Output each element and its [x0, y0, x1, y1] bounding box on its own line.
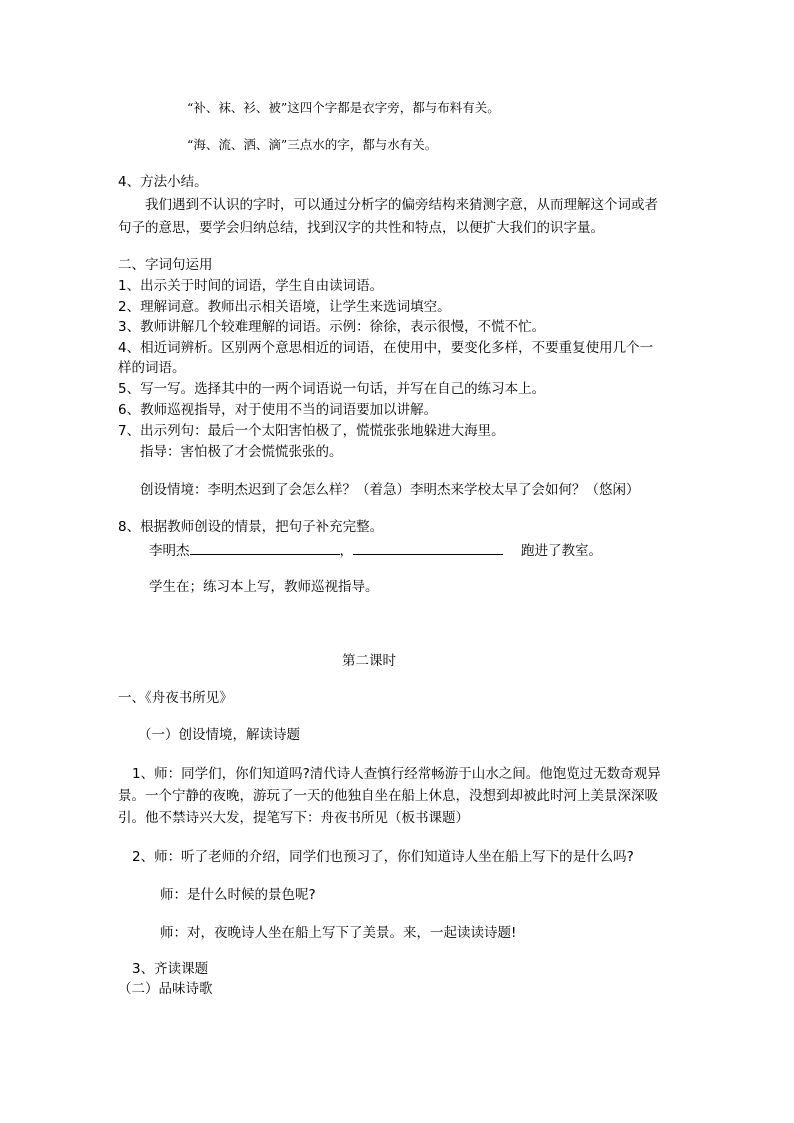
section-heading: 一、《舟夜书所见》 [118, 690, 233, 706]
list-item: 3、教师讲解几个较难理解的词语。示例：徐徐，表示很慢，不慌不忙。 [118, 319, 546, 335]
list-item: 4、相近词辨析。区别两个意思相近的词语，在使用中，要变化多样，不要重复使用几个一 [118, 340, 654, 356]
list-item: 6、教师巡视指导，对于使用不当的词语要加以讲解。 [118, 402, 438, 418]
text-line: 样的词语。 [118, 360, 186, 376]
lesson-title: 第二课时 [342, 653, 396, 669]
subsection-heading: （二）品味诗歌 [118, 981, 213, 997]
sentence-ending: 跑进了教室。 [521, 543, 602, 559]
text-line: 句子的意思，要学会归纳总结，找到汉字的共性和特点，以便扩大我们的识字量。 [118, 220, 604, 236]
text-line: 1、师：同学们，你们知道吗?清代诗人查慎行经常畅游于山水之间。他饱览过无数奇观异 [132, 766, 661, 782]
list-item: 2、理解词意。教师出示相关语境，让学生来选词填空。 [118, 299, 451, 315]
answer-blank-1[interactable] [190, 540, 340, 555]
text-line: 引。他不禁诗兴大发，提笔写下：舟夜书所见（板书课题） [118, 810, 469, 826]
answer-blank-2[interactable] [353, 540, 503, 555]
list-item: 5、写一写。选择其中的一两个词语说一句话，并写在自己的练习本上。 [118, 381, 546, 397]
sentence-subject: 李明杰 [149, 543, 190, 559]
list-item: 8、根据教师创设的情景，把句子补充完整。 [118, 519, 384, 535]
list-item: 3、齐读课题 [132, 961, 209, 977]
text-line: 指导：害怕极了才会慌慌张张的。 [140, 444, 343, 460]
list-item: 7、出示列句：最后一个太阳害怕极了，慌慌张张地躲进大海里。 [118, 423, 505, 439]
text-line: “海、流、洒、滴”三点水的字，都与水有关。 [187, 137, 438, 152]
text-line: 我们遇到不认识的字时，可以通过分析字的偏旁结构来猜测字意，从而理解这个词或者 [145, 197, 658, 213]
list-item: 1、出示关于时间的词语，学生自由读词语。 [118, 278, 384, 294]
text-line: 师：对，夜晚诗人坐在船上写下了美景。来，一起读读诗题! [160, 925, 517, 941]
text-line: 创设情境：李明杰迟到了会怎么样？（着急）李明杰来学校太早了会如何？（悠闲） [140, 482, 640, 498]
section-heading: 二、字词句运用 [118, 257, 213, 273]
fill-in-sentence [149, 540, 602, 560]
text-line: 师：是什么时候的景色呢? [160, 887, 316, 903]
text-line: 学生在；练习本上写，教师巡视指导。 [149, 579, 379, 595]
sentence-comma: ， [339, 543, 353, 559]
subsection-heading: （一）创设情境，解读诗题 [138, 727, 300, 743]
section-heading: 4、方法小结。 [118, 174, 208, 190]
text-line: 景。一个宁静的夜晚，游玩了一天的他独自坐在船上休息，没想到却被此时河上美景深深吸 [118, 788, 658, 804]
text-line: “补、袜、衫、被”这四个字都是衣字旁，都与布料有关。 [187, 100, 500, 115]
text-line: 2、师：听了老师的介绍，同学们也预习了，你们知道诗人坐在船上写下的是什么吗? [132, 849, 634, 865]
